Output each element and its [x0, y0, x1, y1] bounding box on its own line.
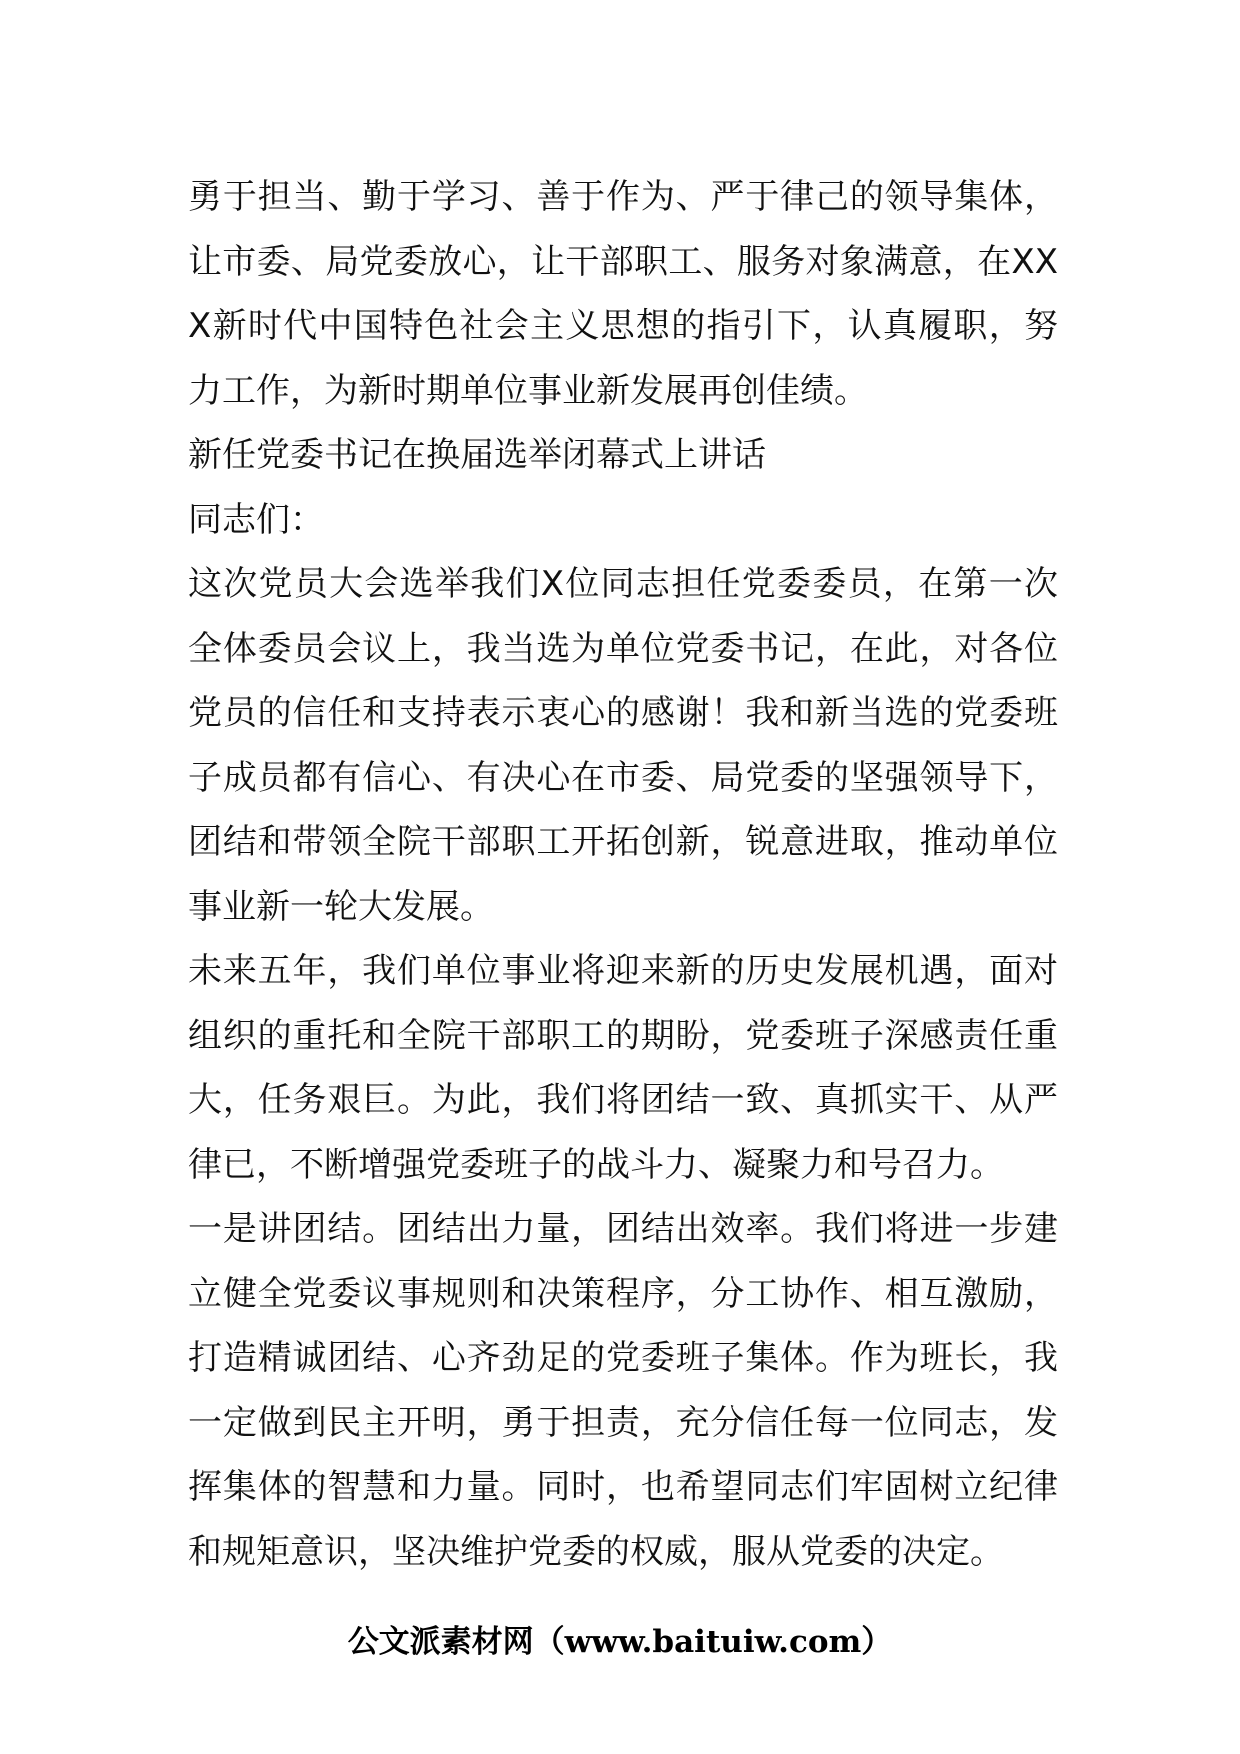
salutation: 同志们： — [188, 499, 324, 540]
body-paragraph: 这次党员大会选举我们X位同志担任党委委员，在第一次全体委员会议上，我当选为单位党委书记，在此，对各位党员的信任和支持表示衷心的感谢！我和新当选的党委班子成员都有信心、有决心在市委、局党委的坚强领导下，团结和带领全院干部职工开拓创新，锐意进取，推动单位事业新一轮大发展。 — [188, 564, 1058, 927]
body-paragraph: 未来五年，我们单位事业将迎来新的历史发展机遇，面对组织的重托和全院干部职工的期盼，党委班子深感责任重大，任务艰巨。为此，我们将团结一致、真抓实干、从严律已，不断增强党委班子的战斗力、凝聚力和号召力。 — [188, 951, 1058, 1185]
body-paragraph: 勇于担当、勤于学习、善于作为、严于律己的领导集体，让市委、局党委放心，让干部职工、服务对象满意，在XXX新时代中国特色社会主义思想的指引下，认真履职，努力工作，为新时期单位事业新发展再创佳绩。 — [188, 177, 1058, 411]
footer-watermark: 公文派素材网（www.baituiw.com） — [347, 1624, 893, 1660]
document-body — [188, 165, 1058, 1584]
speech-title: 新任党委书记在换届选举闭幕式上讲话 — [188, 435, 766, 475]
body-paragraph: 一是讲团结。团结出力量，团结出效率。我们将进一步建立健全党委议事规则和决策程序，分工协作、相互激励，打造精诚团结、心齐劲足的党委班子集体。作为班长，我一定做到民主开明，勇于担责，充分信任每一位同志，发挥集体的智慧和力量。同时，也希望同志们牢固树立纪律和规矩意识，坚决维护党委的权威，服从党委的决定。 — [188, 1209, 1058, 1572]
